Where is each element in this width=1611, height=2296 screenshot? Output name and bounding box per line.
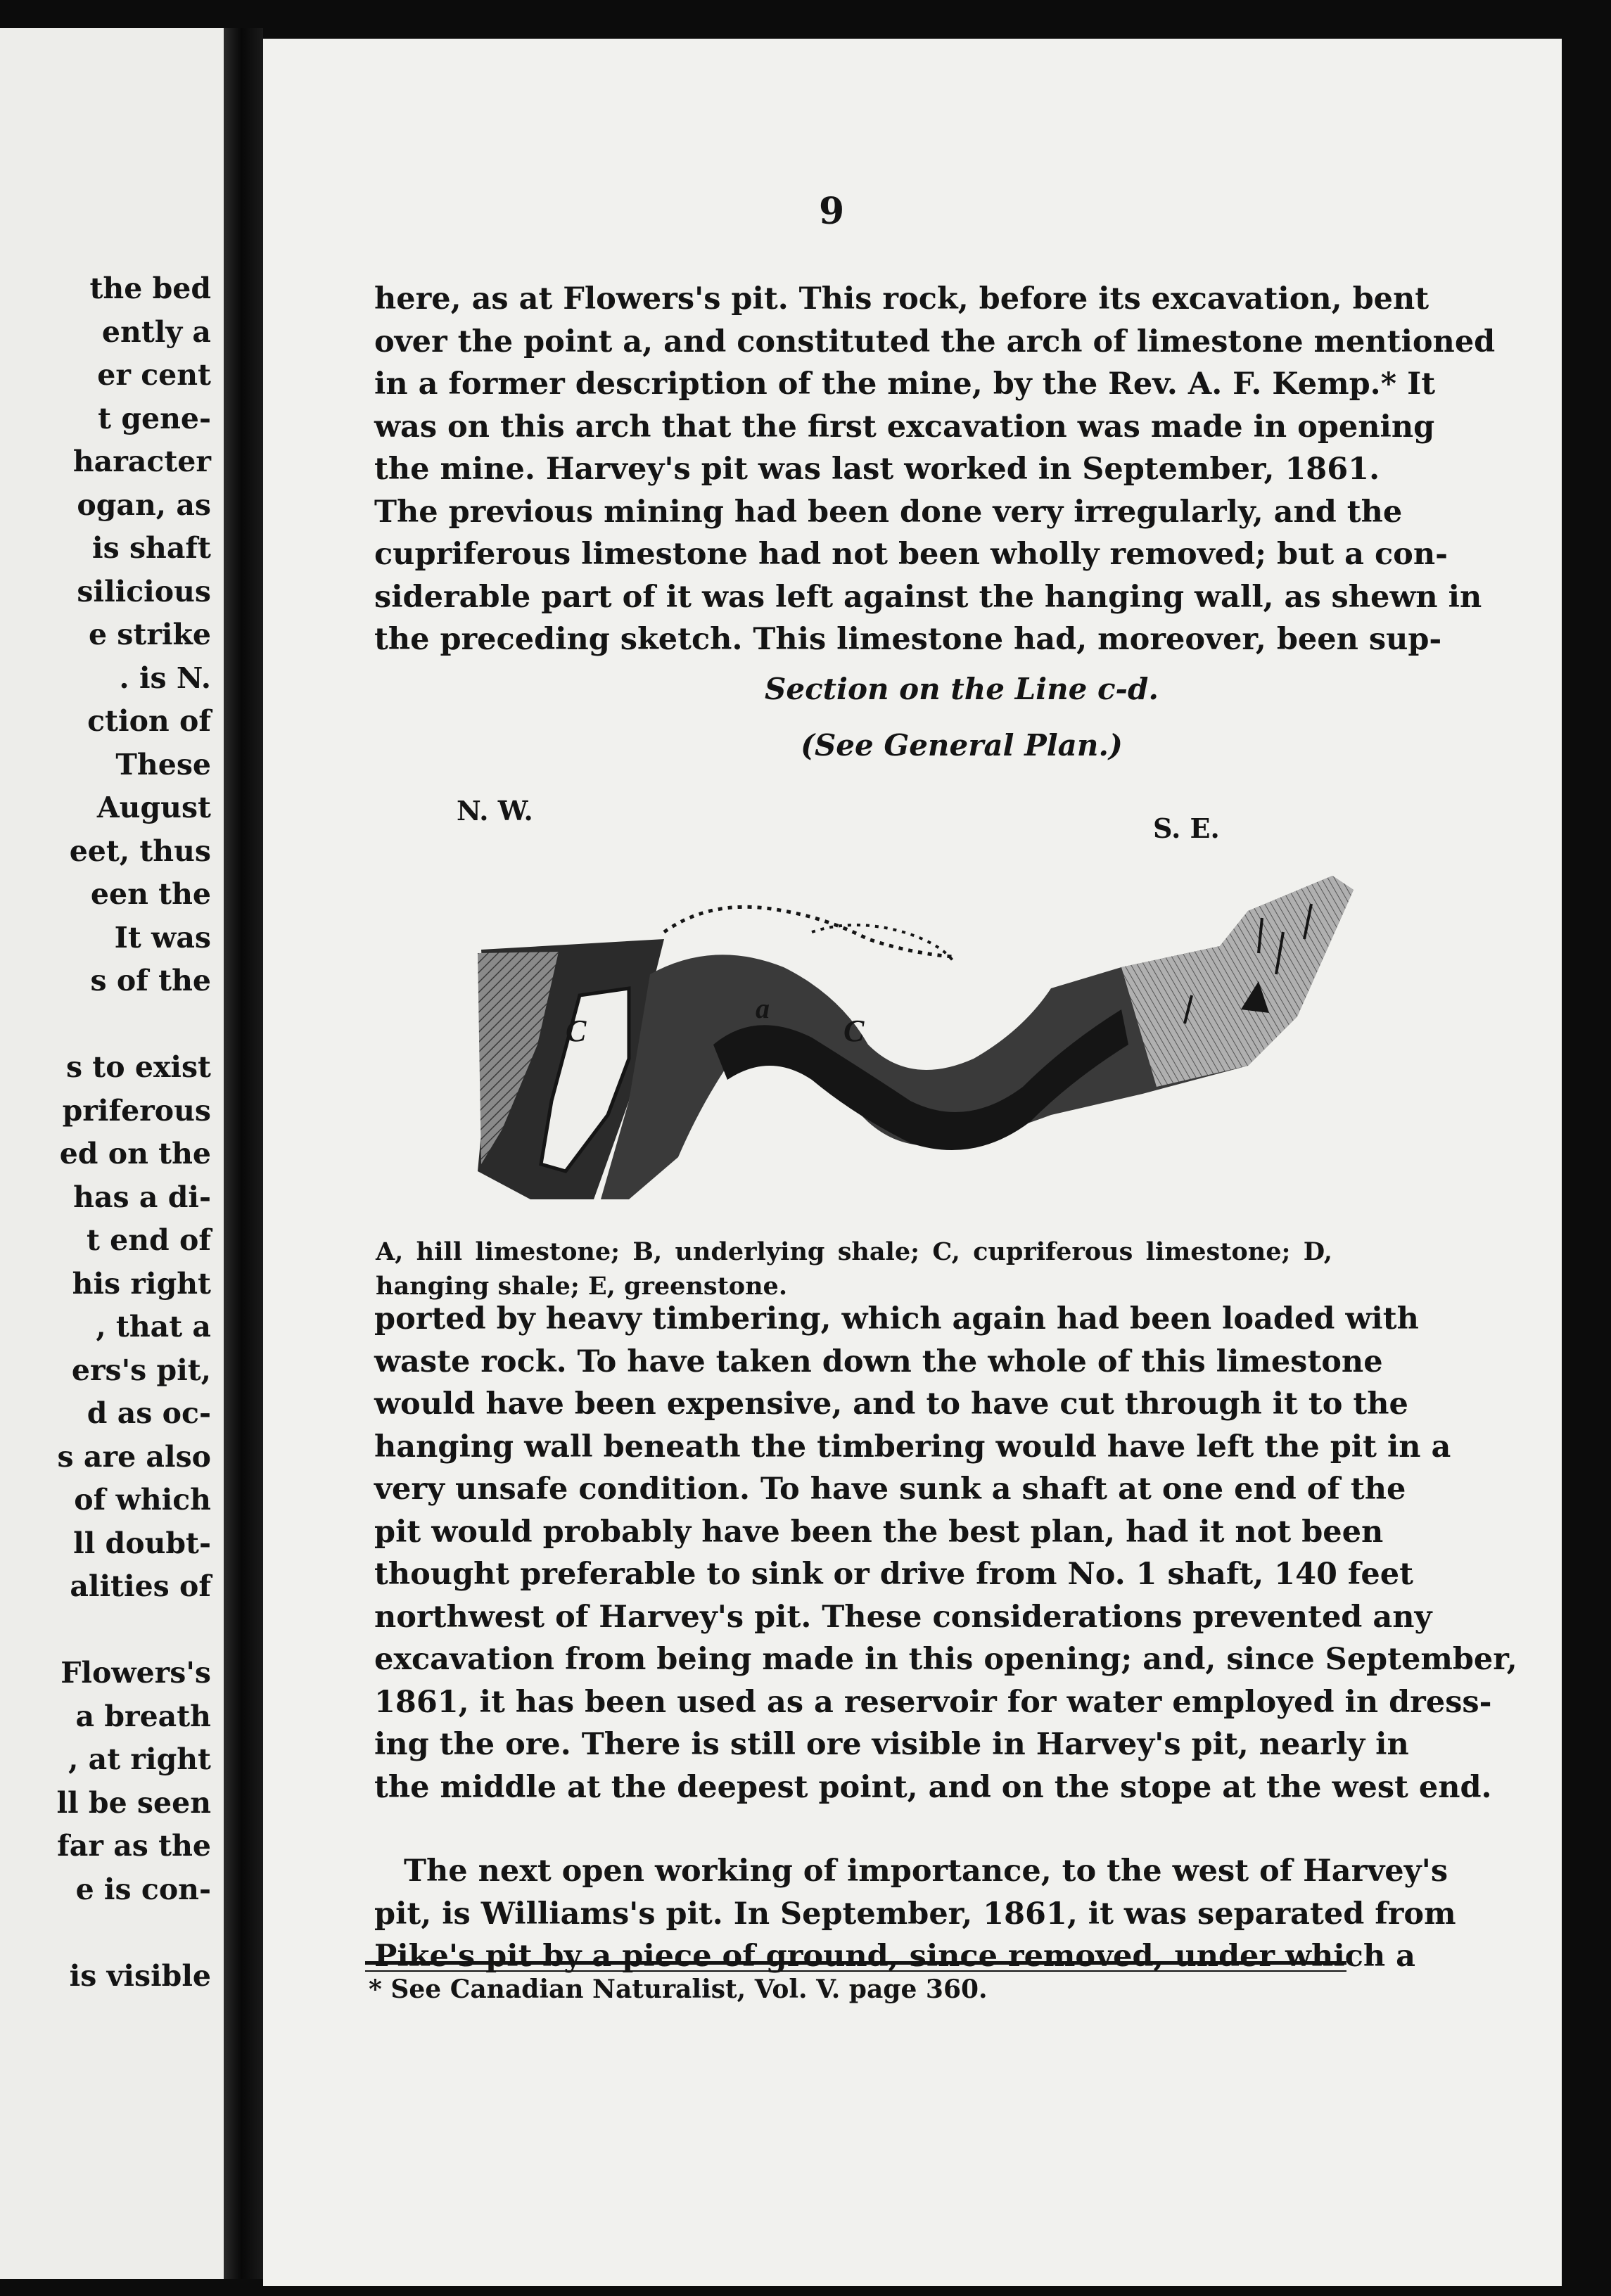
- mark-c-left: C: [566, 1014, 587, 1048]
- paragraph-line: the middle at the deepest point, and on the stope at the west end.: [374, 1769, 1492, 1805]
- facing-page-line: eet, thus: [69, 834, 211, 868]
- footnote: * See Canadian Naturalist, Vol. V. page 360.: [369, 1975, 988, 2004]
- figure-subtitle: (See General Plan.): [801, 728, 1123, 763]
- facing-page-line: It was: [114, 920, 211, 955]
- paragraph-line: cupriferous limestone had not been wholly removed; but a con-: [374, 537, 1448, 572]
- southeast-label: S. E.: [1153, 812, 1220, 844]
- facing-page-line: e is con-: [75, 1872, 211, 1906]
- facing-page-line: . is N.: [119, 661, 211, 695]
- paragraph-line: very unsafe condition. To have sunk a shaft at one end of the: [374, 1472, 1406, 1507]
- facing-page-line: is shaft: [92, 531, 211, 565]
- paragraph-line: the mine. Harvey's pit was last worked in September, 1861.: [374, 452, 1380, 487]
- facing-page-line: alities of: [70, 1569, 211, 1603]
- paragraph-1: [374, 278, 1496, 661]
- page-number: 9: [819, 190, 845, 233]
- facing-page: [0, 28, 224, 2279]
- paragraph-line: excavation from being made in this opening; and, since September,: [374, 1642, 1517, 1677]
- facing-page-line: een the: [90, 877, 211, 911]
- facing-page-line: ogan, as: [77, 487, 211, 522]
- caption-line: hanging shale; E, greenstone.: [376, 1272, 788, 1301]
- facing-page-line: ll doubt-: [73, 1526, 211, 1560]
- mark-a: a: [756, 993, 770, 1024]
- facing-page-line: his right: [72, 1266, 211, 1301]
- paragraph-2: [374, 1298, 1517, 1809]
- facing-page-line: has a di-: [73, 1180, 211, 1214]
- facing-page-line: s to exist: [65, 1050, 211, 1084]
- facing-page-line: haracter: [72, 445, 211, 478]
- facing-page-line: is visible: [69, 1958, 211, 1993]
- paragraph-line: here, as at Flowers's pit. This rock, before its excavation, bent: [374, 281, 1429, 317]
- paragraph-line: ported by heavy timbering, which again had been loaded with: [374, 1301, 1419, 1337]
- mark-c-right: C: [843, 1014, 865, 1048]
- paragraph-line: The previous mining had been done very irregularly, and the: [374, 494, 1403, 530]
- facing-page-line: [0, 1609, 211, 1652]
- facing-page-line: [0, 1003, 211, 1047]
- paragraph-3: [374, 1850, 1456, 1978]
- paragraph-line: ing the ore. There is still ore visible in Harvey's pit, nearly in: [374, 1727, 1409, 1762]
- paragraph-line: The next open working of importance, to the west of Harvey's: [404, 1854, 1448, 1889]
- facing-page-line: ers's pit,: [71, 1353, 211, 1387]
- paragraph-line: siderable part of it was left against the hanging wall, as shewn in: [374, 579, 1482, 615]
- facing-page-line: ed on the: [59, 1137, 211, 1171]
- facing-page-line: e strike: [88, 618, 211, 651]
- facing-page-line: a breath: [75, 1699, 211, 1733]
- book-gutter: [224, 28, 263, 2279]
- northwest-label: N. W.: [457, 795, 533, 827]
- paragraph-line: pit would probably have been the best plan, had it not been: [374, 1514, 1384, 1550]
- facing-page-line: far as the: [57, 1829, 211, 1863]
- caption-line: A, hill limestone; B, underlying shale; C, cupriferous limestone; D,: [376, 1237, 1332, 1266]
- hanging-shale: [1121, 876, 1354, 1087]
- paragraph-line: in a former description of the mine, by the Rev. A. F. Kemp.* It: [374, 366, 1436, 402]
- facing-page-line: d as oc-: [87, 1396, 211, 1430]
- paragraph-line: over the point a, and constituted the arch of limestone mentioned: [374, 324, 1496, 359]
- paragraph-line: waste rock. To have taken down the whole of this limestone: [374, 1344, 1383, 1379]
- facing-page-line: August: [96, 791, 211, 824]
- footnote-rule: [365, 1961, 1346, 1972]
- paragraph-line: the preceding sketch. This limestone had, moreover, been sup-: [374, 622, 1442, 657]
- paragraph-line: hanging wall beneath the timbering would have left the pit in a: [374, 1429, 1451, 1465]
- paragraph-line: was on this arch that the first excavation was made in opening: [374, 409, 1435, 445]
- facing-page-line: s are also: [57, 1439, 211, 1474]
- main-page: [263, 39, 1562, 2286]
- paragraph-line: pit, is Williams's pit. In September, 1861, it was separated from: [374, 1896, 1456, 1932]
- paragraph-line: northwest of Harvey's pit. These considerations prevented any: [374, 1599, 1432, 1635]
- facing-page-line: priferous: [62, 1093, 211, 1128]
- paragraph-line: would have been expensive, and to have cut through it to the: [374, 1386, 1408, 1422]
- facing-page-line: [0, 1911, 211, 1955]
- paragraph-line: Pike's pit by a piece of ground, since removed, under which a: [374, 1939, 1415, 1974]
- facing-page-line: er cent: [97, 358, 211, 392]
- facing-page-line: ently a: [101, 314, 211, 349]
- facing-page-line: the bed: [89, 272, 211, 305]
- paragraph-line: 1861, it has been used as a reservoir for water employed in dress-: [374, 1684, 1492, 1720]
- facing-page-line: silicious: [77, 574, 211, 608]
- facing-page-line: t gene-: [98, 401, 211, 435]
- geological-section-figure: [418, 834, 1346, 1227]
- figure-caption: [376, 1235, 1332, 1303]
- facing-page-line: of which: [74, 1483, 211, 1517]
- facing-page-line: t end of: [86, 1223, 211, 1257]
- facing-page-line: s of the: [90, 964, 211, 997]
- facing-page-line: , at right: [68, 1742, 211, 1776]
- facing-page-line: ction of: [87, 704, 211, 738]
- facing-page-line: Flowers's: [61, 1656, 211, 1690]
- facing-page-text: [0, 267, 211, 1998]
- former-arch-dotted: [664, 907, 953, 957]
- figure-title: Section on the Line c-d.: [765, 672, 1159, 706]
- facing-page-line: , that a: [96, 1310, 211, 1344]
- paragraph-line: thought preferable to sink or drive from No. 1 shaft, 140 feet: [374, 1557, 1413, 1592]
- facing-page-line: ll be seen: [56, 1785, 211, 1820]
- facing-page-line: These: [115, 747, 211, 782]
